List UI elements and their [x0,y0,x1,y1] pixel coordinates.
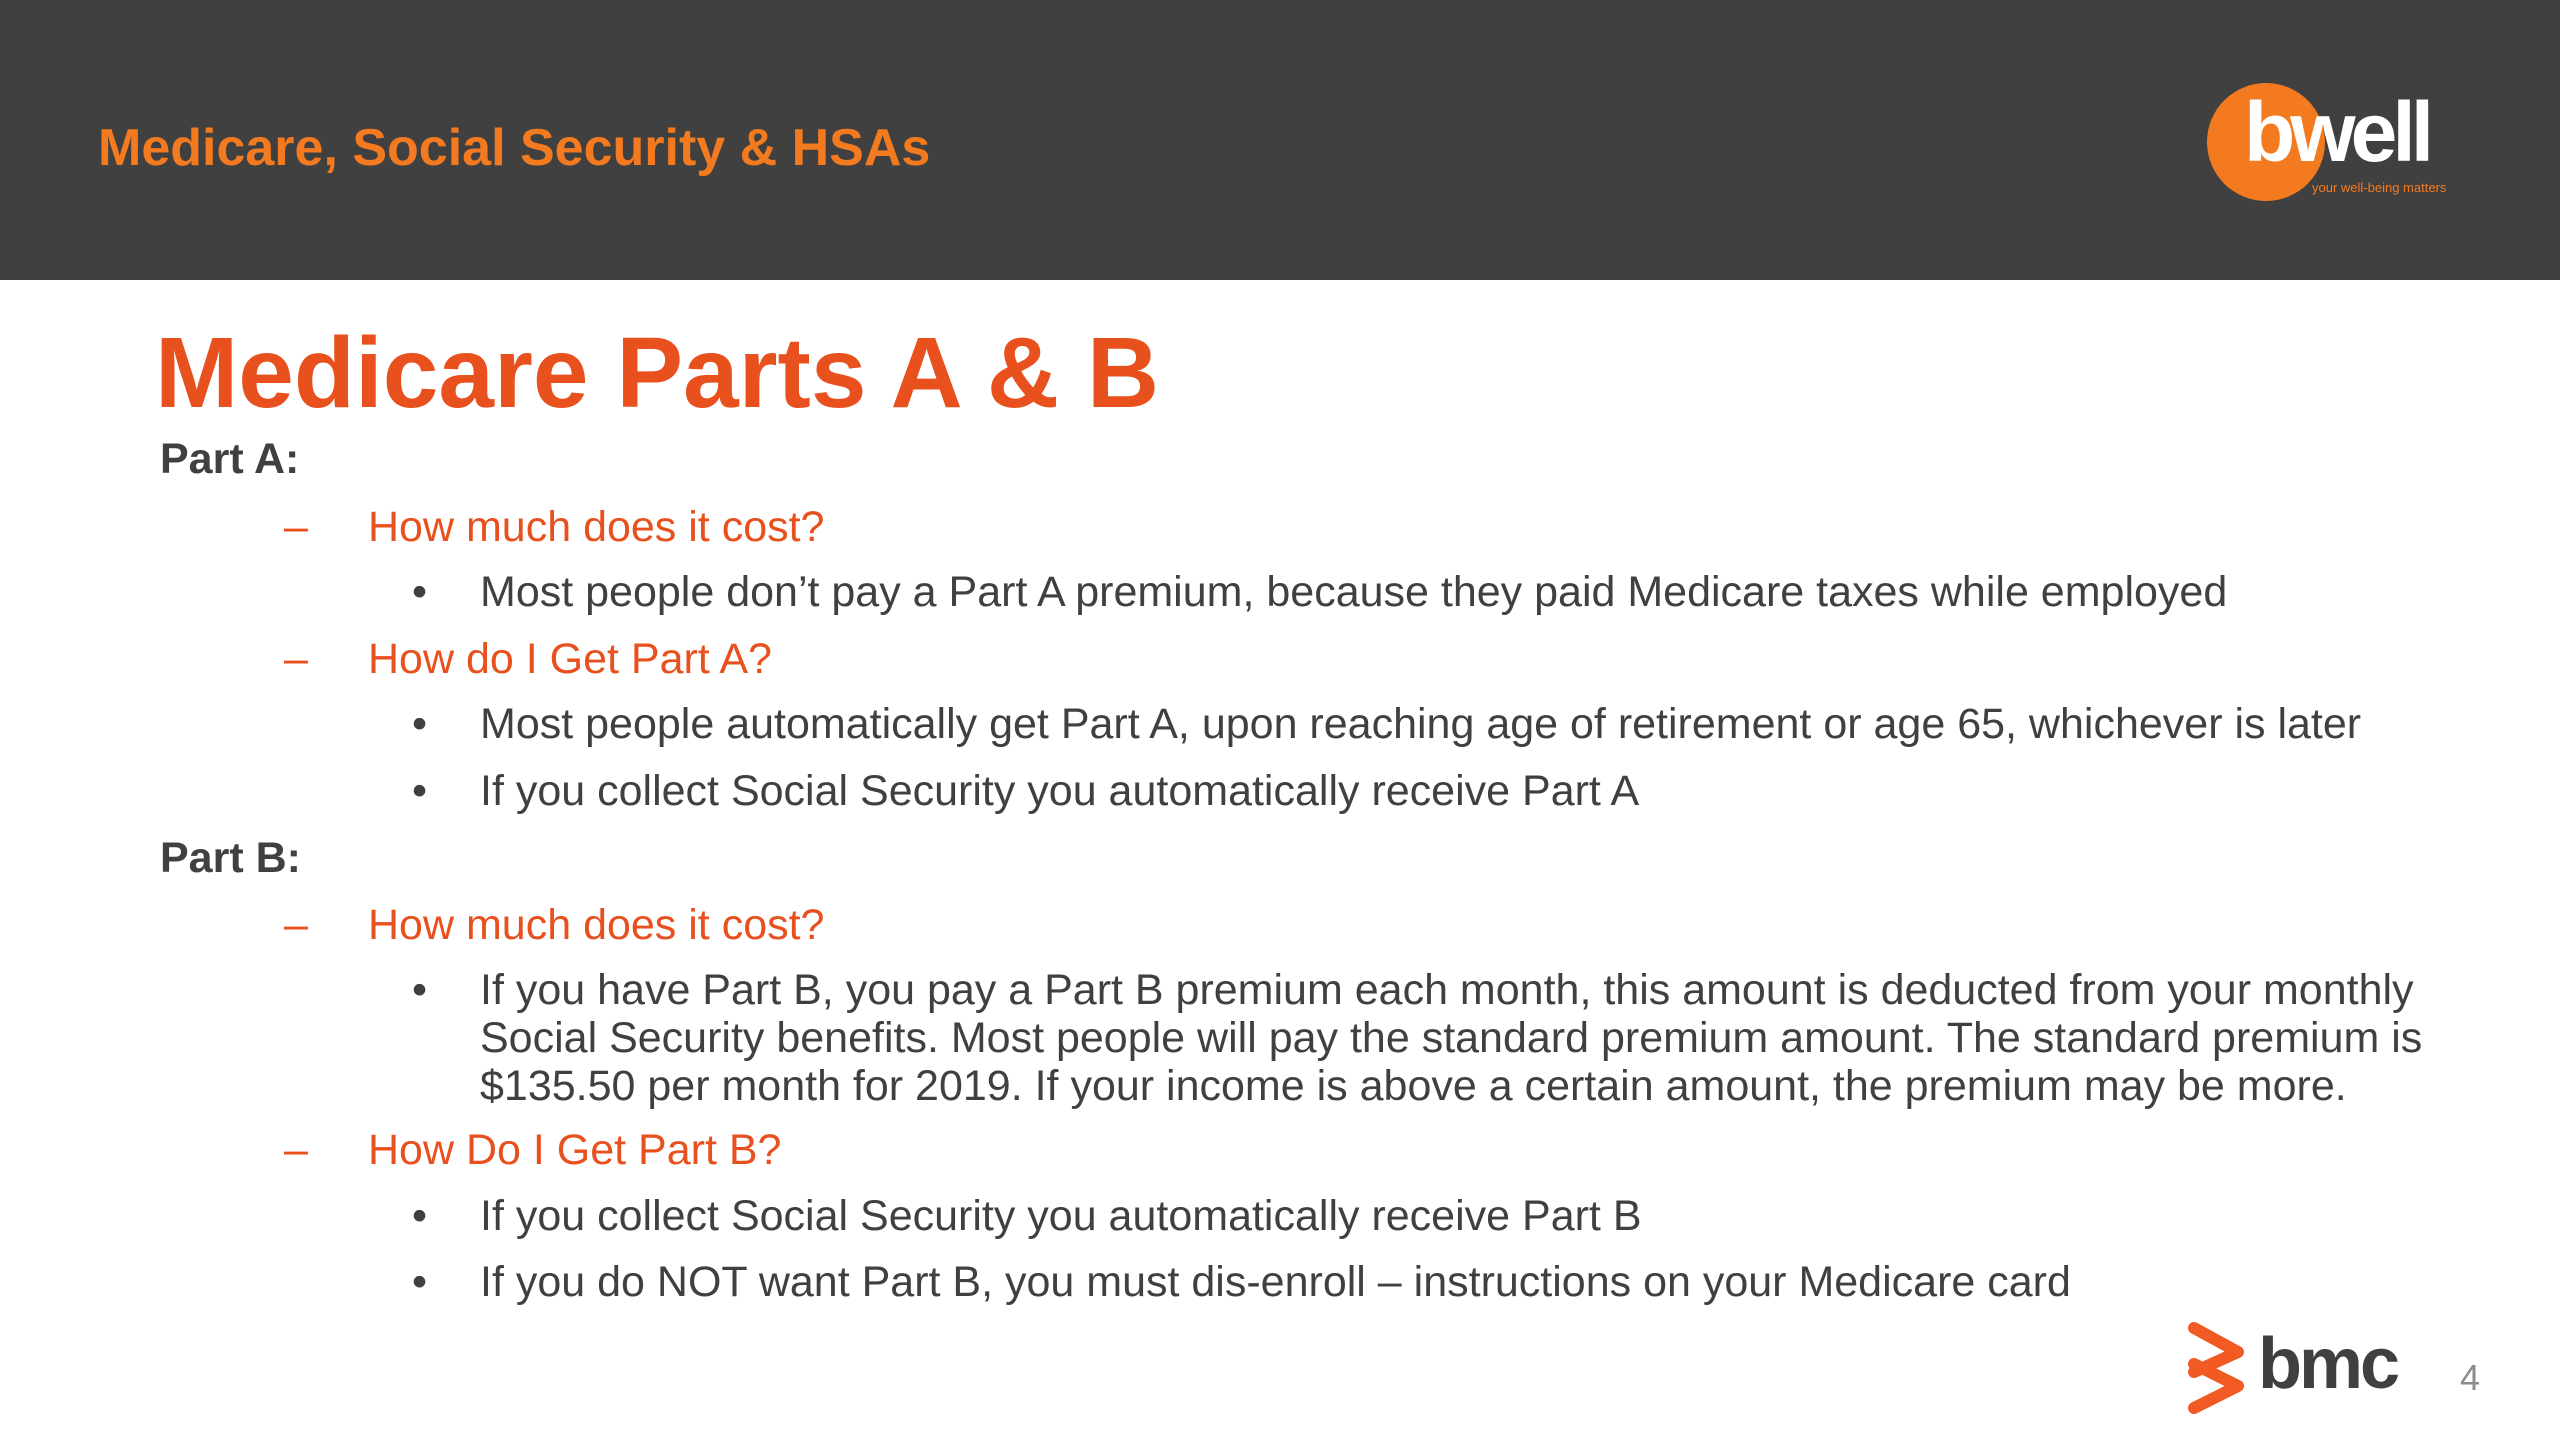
bullet-text: Most people automatically get Part A, upon reaching age of retirement or age 65, whichever is later [480,700,2362,749]
bullet-item [160,766,2500,818]
question-text: How do I Get Part A? [368,634,772,683]
bullet-text: If you do NOT want Part B, you must dis-enroll – instructions on your Medicare card [480,1258,2071,1307]
bmc-chevron-icon [2186,1322,2252,1414]
bullet-icon: • [412,766,428,815]
question-item [160,634,2500,686]
dash-marker: – [284,901,308,950]
bullet-text: If you have Part B, you pay a Part B premium each month, this amount is deducted from your monthly Social Security benefits. Most people will pay the standard premium amount. The standard premium is $135.50 per month for 2019. If your income is above a certain amount, the premium may be more. [480,965,2423,1111]
bullet-item [160,1191,2500,1243]
slide-content [160,434,2500,1324]
question-text: How Do I Get Part B? [368,1126,782,1175]
bullet-icon: • [412,700,428,749]
bwell-logo-text: bwell [2244,85,2430,179]
bwell-logo [2200,78,2490,208]
question-item [160,502,2500,554]
bullet-text: If you collect Social Security you automatically receive Part B [480,1191,1642,1240]
bullet-item [160,699,2500,751]
slide-title: Medicare Parts A & B [155,317,1160,429]
bullet-icon: • [412,568,428,617]
question-text: How much does it cost? [368,901,825,950]
bullet-item [160,966,2500,1110]
dash-marker: – [284,502,308,551]
question-item [160,900,2500,952]
bullet-item [160,1257,2500,1309]
dash-marker: – [284,634,308,683]
bullet-item [160,567,2500,619]
bullet-text: Most people don’t pay a Part A premium, because they paid Medicare taxes while employed [480,568,2228,617]
bullet-text: If you collect Social Security you automatically receive Part A [480,766,1640,815]
dash-marker: – [284,1126,308,1175]
question-item [160,1125,2500,1177]
header-bar [0,0,2560,280]
bullet-icon: • [412,1258,428,1307]
bullet-icon: • [412,1191,428,1240]
page-number: 4 [2460,1357,2481,1398]
question-text: How much does it cost? [368,502,825,551]
bwell-logo-tagline: your well-being matters [2312,180,2447,195]
section-label-part-a: Part A: [160,435,300,483]
bmc-logo-text: bmc [2258,1324,2398,1404]
presentation-title: Medicare, Social Security & HSAs [98,119,931,177]
section-label-part-b: Part B: [160,833,301,882]
bullet-icon: • [412,965,428,1014]
bmc-logo [2186,1322,2411,1414]
